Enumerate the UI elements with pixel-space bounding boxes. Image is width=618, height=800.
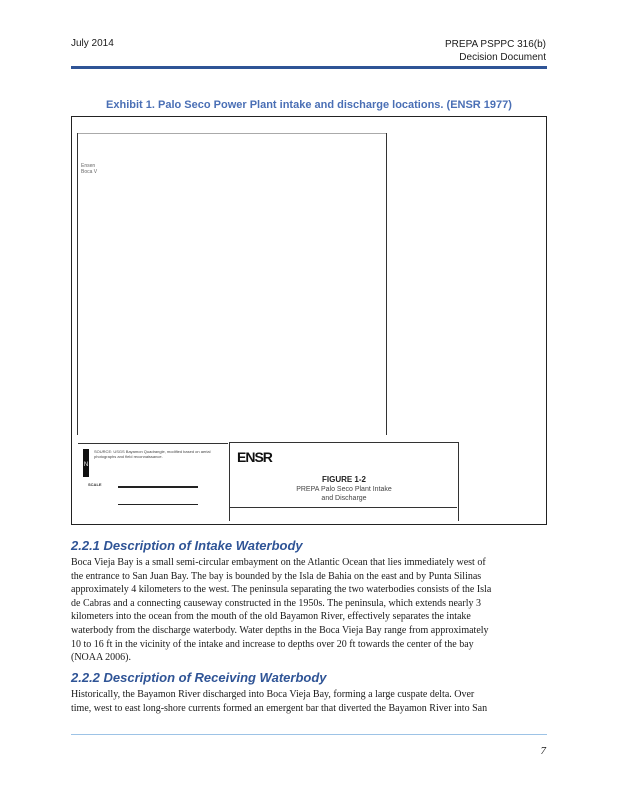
map-fragment-1: Ensen	[81, 163, 96, 169]
paragraph-line: Historically, the Bayamon River discharged into Boca Vieja Bay, forming a large cuspate delta. Over	[71, 689, 475, 700]
paragraph-line: 10 to 16 ft in the vicinity of the intake and increase to depths over 20 ft towards the center of the bay	[71, 638, 474, 650]
source-note: SOURCE: USGS Bayamon Quadrangle, modified based on aerial photographs and field reconnaissance.	[94, 449, 211, 459]
scale-bar	[118, 486, 198, 488]
paragraph-line: kilometers into the ocean from the mouth of the old Bayamon River, effectively separates the intake	[71, 611, 471, 623]
figure-legend	[78, 443, 228, 522]
header-document-title	[445, 38, 546, 64]
map-fragment-2: Boca V	[81, 169, 98, 175]
header-rule	[71, 66, 547, 69]
paragraph-line: the entrance to San Juan Bay. The bay is bounded by the Isla de Bahia on the east and by Punta Silinas	[71, 570, 482, 582]
paragraph-line: waterbody from the discharge waterbody. Water depths in the Boca Vieja Bay range from approximately	[71, 624, 489, 636]
page-number: 7	[540, 745, 546, 757]
map-top-edge	[78, 133, 386, 134]
ensr-logo: ENSR	[237, 449, 272, 465]
exhibit-figure	[71, 116, 547, 525]
figure-caption	[230, 485, 458, 503]
header-date: July 2014	[71, 38, 114, 49]
north-letter: N	[83, 462, 89, 468]
header-doc-line2: Decision Document	[459, 52, 546, 63]
map-frame	[77, 133, 387, 435]
figure-caption-line1: PREPA Palo Seco Plant Intake	[296, 486, 392, 493]
intake-paragraph	[71, 556, 549, 665]
figure-number: FIGURE 1-2	[321, 475, 366, 484]
paragraph-line: approximately 4 kilometers to the west. The peninsula separating the two waterbodies consists of the Isla	[71, 584, 492, 596]
receiving-paragraph	[71, 688, 549, 715]
paragraph-line: (NOAA 2006).	[71, 652, 131, 664]
section-heading-receiving: 2.2.2 Description of Receiving Waterbody	[71, 670, 327, 685]
scale-axis	[118, 504, 198, 505]
map-label-fragment	[81, 163, 97, 175]
scale-label: SCALE	[88, 482, 102, 487]
title-block-rows	[229, 507, 457, 522]
exhibit-title: Exhibit 1. Palo Seco Power Plant intake and discharge locations. (ENSR 1977)	[106, 99, 512, 111]
footer-rule	[71, 734, 547, 735]
figure-caption-line2: and Discharge	[321, 495, 367, 502]
header-doc-line1: PREPA PSPPC 316(b)	[445, 39, 546, 50]
paragraph-line: de Cabras and a connecting causeway constructed in the 1950s. The peninsula, which extends nearly 3	[71, 597, 481, 609]
paragraph-line: time, west to east long-shore currents formed an emergent bar that diverted the Bayamon River into San	[71, 702, 488, 714]
section-heading-intake: 2.2.1 Description of Intake Waterbody	[71, 538, 303, 553]
paragraph-line: Boca Vieja Bay is a small semi-circular embayment on the Atlantic Ocean that lies immediately west of	[71, 557, 486, 568]
